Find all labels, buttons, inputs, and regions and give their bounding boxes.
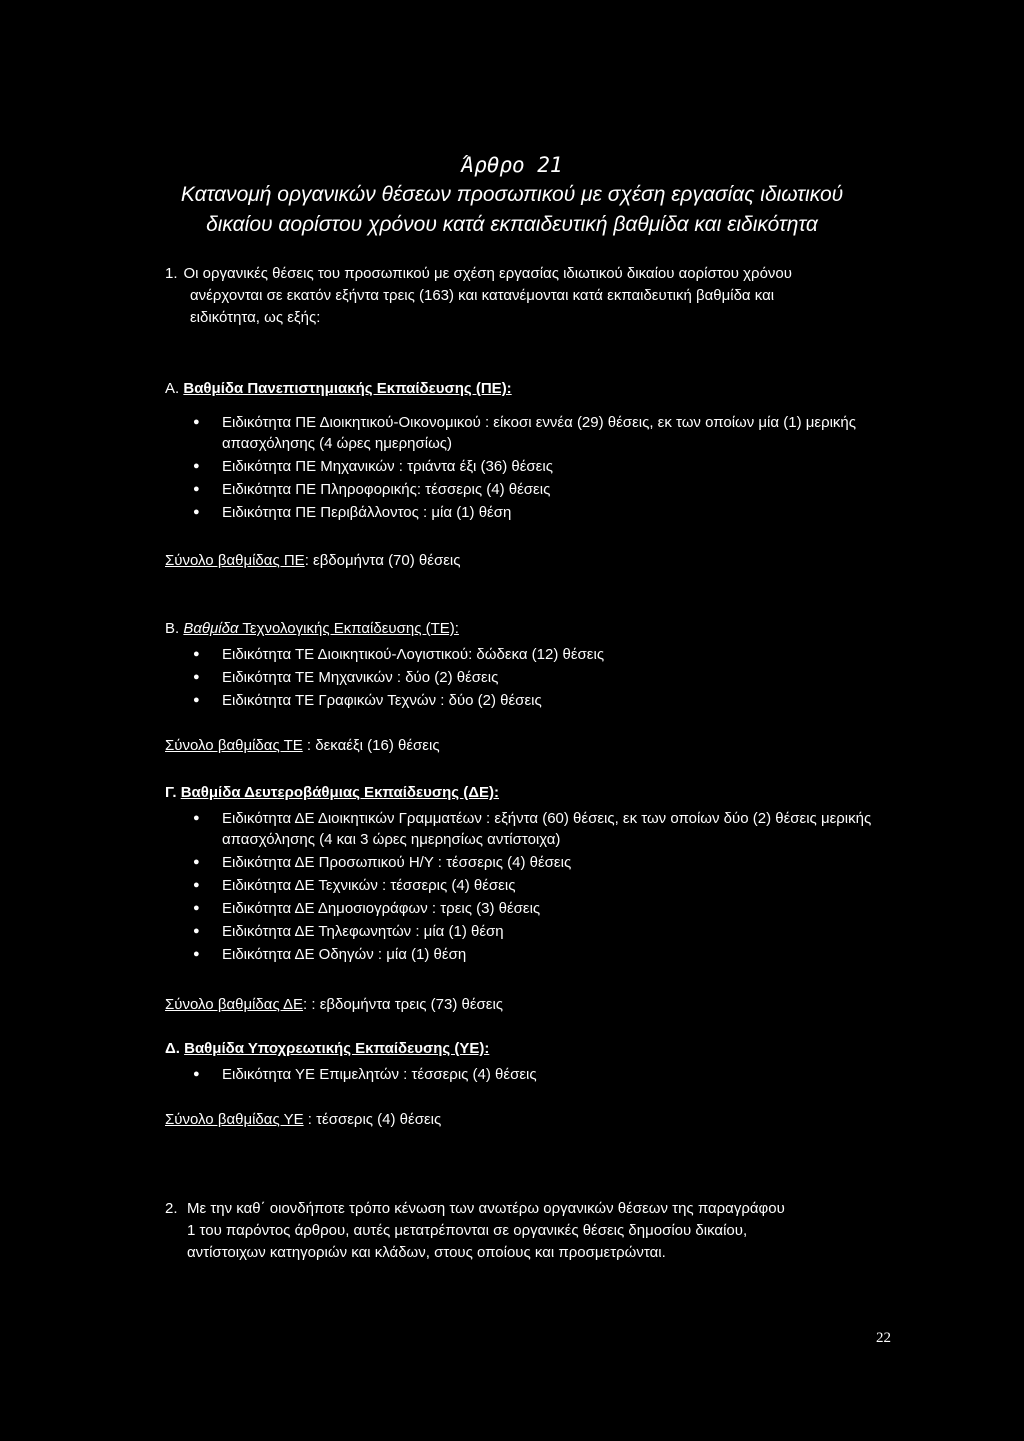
list-item: ● Ειδικότητα ΤΕ Μηχανικών : δύο (2) θέσεις: [165, 667, 910, 688]
article-subtitle-line-1: Κατανομή οργανικών θέσεων προσωπικού με σχέση εργασίας ιδιωτικού: [180, 183, 844, 206]
paragraph-1-line-3: ειδικότητα, ως εξής:: [190, 309, 321, 326]
list-item: ● Ειδικότητα ΔΕ Τηλεφωνητών : μία (1) θέση: [165, 921, 910, 942]
section-b-list: [165, 644, 910, 713]
section-c-heading: [165, 784, 499, 801]
list-item: ● Ειδικότητα ΔΕ Οδηγών : μία (1) θέση: [165, 944, 910, 965]
section-d-list: [165, 1064, 910, 1087]
section-c-total: [165, 996, 503, 1013]
section-c-list: [165, 808, 910, 967]
list-item: ● Ειδικότητα ΠΕ Πληροφορικής: τέσσερις (4) θέσεις: [165, 479, 910, 500]
section-a-total-value: : εβδομήντα (70) θέσεις: [304, 552, 461, 569]
list-item: ● Ειδικότητα ΔΕ Προσωπικού Η/Υ : τέσσερις (4) θέσεις: [165, 852, 910, 873]
section-a-heading: [165, 380, 512, 397]
paragraph-2: [165, 1198, 900, 1264]
list-item: ● Ειδικότητα ΔΕ Διοικητικών Γραμματέων : εξήντα (60) θέσεις, εκ των οποίων δύο (2) θέσεις μερικής απασχόλησης (4 και 3 ώρες ημερησίως αντίστοιχα): [165, 808, 910, 850]
paragraph-1-line-2: ανέρχονται σε εκατόν εξήντα τρεις (163) και κατανέμονται κατά εκπαιδευτική βαθμίδα και: [190, 287, 775, 304]
paragraph-2-line-1: 2. Με την καθ΄ οιονδήποτε τρόπο κένωση των ανωτέρω οργανικών θέσεων της παραγράφου: [165, 1198, 900, 1220]
paragraph-1-line-1: 1. Οι οργανικές θέσεις του προσωπικού με σχέση εργασίας ιδιωτικού δικαίου αορίστου χρόνου: [165, 265, 792, 282]
section-b-letter: Β.: [165, 620, 180, 637]
section-b-total: [165, 737, 440, 754]
section-b-title: Βαθμίδα Τεχνολογικής Εκπαίδευσης (ΤΕ):: [183, 620, 459, 637]
list-item: ● Ειδικότητα ΠΕ Μηχανικών : τριάντα έξι (36) θέσεις: [165, 456, 910, 477]
section-d-total: [165, 1111, 441, 1128]
paragraph-2-number: 2.: [165, 1200, 178, 1217]
list-item: ● Ειδικότητα ΥΕ Επιμελητών : τέσσερις (4) θέσεις: [165, 1064, 910, 1085]
section-c-title: Βαθμίδα Δευτεροβάθμιας Εκπαίδευσης (ΔΕ):: [180, 784, 499, 801]
page-number: 22: [876, 1330, 891, 1346]
list-item: ● Ειδικότητα ΠΕ Περιβάλλοντος : μία (1) θέση: [165, 502, 910, 523]
section-d-total-label: Σύνολο βαθμίδας ΥΕ: [165, 1111, 304, 1128]
section-d-letter: Δ.: [165, 1040, 180, 1057]
section-d-total-value: : τέσσερις (4) θέσεις: [303, 1111, 442, 1128]
list-item: ● Ειδικότητα ΤΕ Γραφικών Τεχνών : δύο (2) θέσεις: [165, 690, 910, 711]
paragraph-2-line-2: 1 του παρόντος άρθρου, αυτές μετατρέπονται σε οργανικές θέσεις δημοσίου δικαίου,: [187, 1222, 748, 1239]
section-a-title: Βαθμίδα Πανεπιστημιακής Εκπαίδευσης (ΠΕ):: [183, 380, 512, 397]
section-c-letter: Γ.: [165, 784, 177, 801]
section-d-heading: [165, 1040, 489, 1057]
section-b-total-value: : δεκαέξι (16) θέσεις: [302, 737, 440, 754]
paragraph-1-number: 1.: [165, 265, 178, 282]
section-c-total-label: Σύνολο βαθμίδας ΔΕ: [165, 996, 304, 1013]
article-subtitle-line-2: δικαίου αορίστου χρόνου κατά εκπαιδευτική βαθμίδα και ειδικότητα: [206, 213, 818, 236]
list-item: ● Ειδικότητα ΔΕ Δημοσιογράφων : τρεις (3) θέσεις: [165, 898, 910, 919]
section-a-total-label: Σύνολο βαθμίδας ΠΕ: [165, 552, 305, 569]
list-item: ● Ειδικότητα ΠΕ Διοικητικού-Οικονομικού : είκοσι εννέα (29) θέσεις, εκ των οποίων μία (1) μερικής απασχόλησης (4 ώρες ημερησίως): [165, 412, 910, 454]
list-item: ● Ειδικότητα ΔΕ Τεχνικών : τέσσερις (4) θέσεις: [165, 875, 910, 896]
article-title: Άρθρο 21: [461, 153, 563, 177]
section-b-heading: [165, 620, 459, 637]
paragraph-2-line-3: αντίστοιχων κατηγοριών και κλάδων, στους οποίους και προσμετρώνται.: [187, 1244, 666, 1261]
section-b-total-label: Σύνολο βαθμίδας ΤΕ: [165, 737, 303, 754]
section-c-total-value: : : εβδομήντα τρεις (73) θέσεις: [303, 996, 504, 1013]
section-d-title: Βαθμίδα Υποχρεωτικής Εκπαίδευσης (ΥΕ):: [184, 1040, 490, 1057]
section-a-total: [165, 552, 460, 569]
paragraph-1: [165, 263, 905, 329]
section-a-list: [165, 412, 910, 525]
list-item: ● Ειδικότητα ΤΕ Διοικητικού-Λογιστικού: δώδεκα (12) θέσεις: [165, 644, 910, 665]
section-a-letter: Α.: [165, 380, 180, 397]
